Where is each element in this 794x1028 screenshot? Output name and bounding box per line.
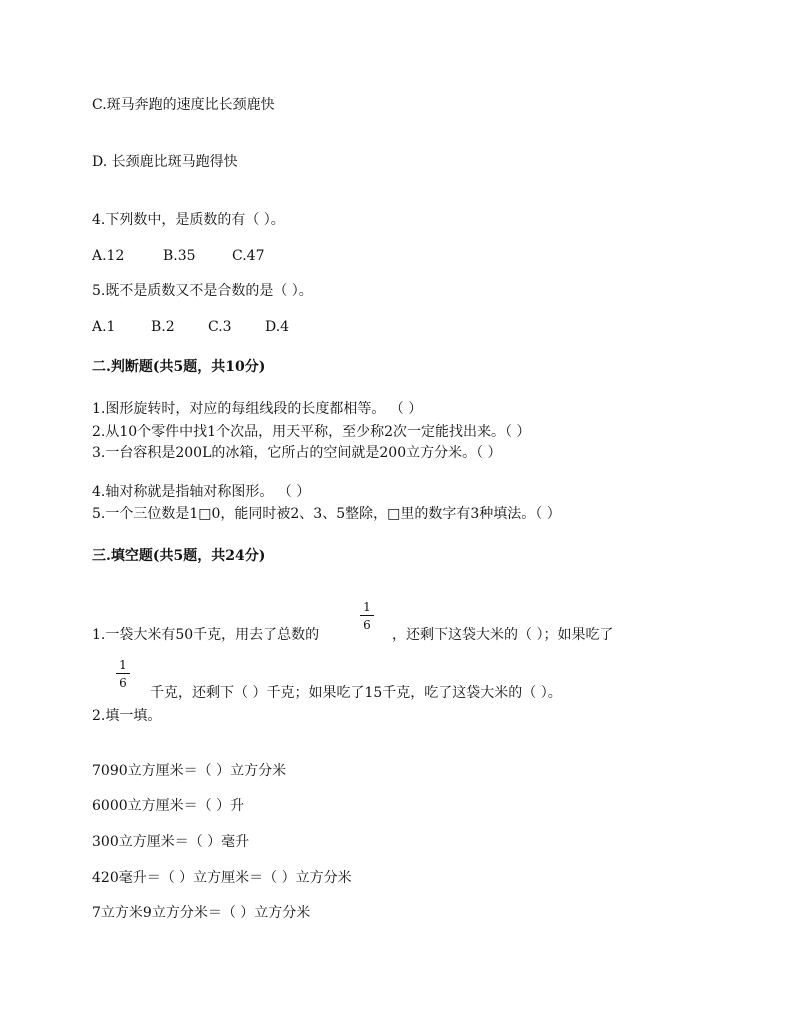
- q3-option-d: D. 长颈鹿比斑马跑得快: [92, 154, 238, 170]
- q4-option-b: B.35: [163, 248, 196, 264]
- q4-options: [0, 247, 794, 265]
- q5-stem: 5.既不是质数又不是合数的是（ ）。: [92, 283, 313, 299]
- section3-q1-part3: 千克，还剩下（ ）千克；如果吃了15千克，吃了这袋大米的（ ）。: [150, 685, 562, 701]
- fraction-bar: [360, 615, 374, 616]
- section2-item-4: 4.轴对称就是指轴对称图形。 （ ）: [92, 484, 311, 500]
- section3-title: 三.填空题(共5题，共24分): [92, 548, 266, 564]
- q5-option-d: D.4: [265, 319, 290, 335]
- q5-option-c: C.3: [208, 319, 232, 335]
- section2-title: 二.判断题(共5题，共10分): [92, 359, 266, 375]
- section3-q1-part2: ，还剩下这袋大米的（ ）；如果吃了: [392, 627, 614, 643]
- fraction-one-sixth-2: [116, 658, 130, 690]
- section3-q2-item-1: 7090立方厘米＝（ ）立方分米: [92, 763, 287, 779]
- fraction-numerator: 1: [119, 658, 127, 672]
- q5-option-b: B.2: [151, 319, 175, 335]
- section2-item-3: 3.一台容积是200L的冰箱，它所占的空间就是200立方分米。（ ）: [92, 445, 502, 461]
- section2-item-1: 1.图形旋转时，对应的每组线段的长度都相等。 （ ）: [92, 401, 423, 417]
- q5-option-a: A.1: [92, 319, 116, 335]
- q4-option-a: A.12: [92, 248, 125, 264]
- section2-item-5: 5.一个三位数是1□0，能同时被2、3、5整除，□里的数字有3种填法。（ ）: [92, 506, 561, 522]
- section3-q2-item-3: 300立方厘米＝（ ）毫升: [92, 834, 250, 850]
- fraction-one-sixth: [360, 600, 374, 632]
- q4-option-c: C.47: [232, 248, 265, 264]
- section3-q2-item-5: 7立方米9立方分米＝（ ）立方分米: [92, 905, 311, 921]
- section3-q2-item-2: 6000立方厘米＝（ ）升: [92, 798, 245, 814]
- section3-q2-stem: 2.填一填。: [92, 708, 162, 724]
- q3-option-c: C.斑马奔跑的速度比长颈鹿快: [92, 97, 275, 113]
- fraction-bar: [116, 673, 130, 674]
- section3-q1-part1: 1.一袋大米有50千克，用去了总数的: [92, 627, 320, 643]
- section2-item-2: 2.从10个零件中找1个次品，用天平称，至少称2次一定能找出来。（ ）: [92, 424, 531, 440]
- q4-stem: 4.下列数中，是质数的有（ ）。: [92, 212, 285, 228]
- q5-options: [0, 318, 794, 336]
- fraction-denominator: 6: [363, 618, 371, 632]
- section3-q2-item-4: 420毫升＝（ ）立方厘米＝（ ）立方分米: [92, 870, 352, 886]
- fraction-numerator: 1: [363, 600, 371, 614]
- fraction-denominator: 6: [119, 676, 127, 690]
